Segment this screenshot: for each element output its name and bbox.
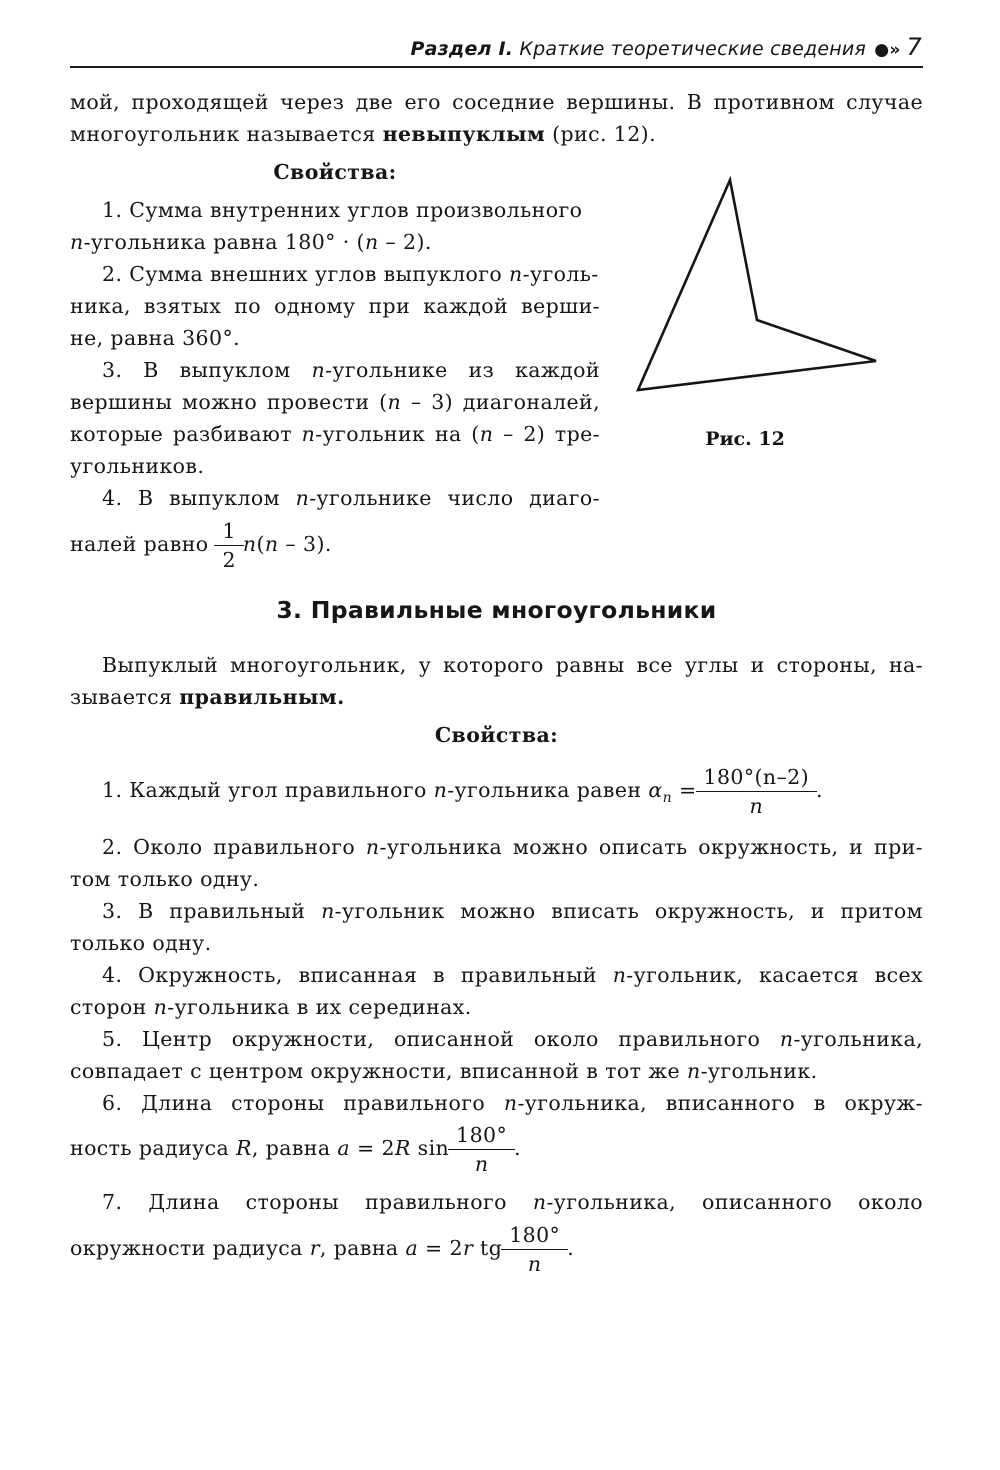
intro-line-1: мой, проходящей через две его соседние вершины. В противном случае: [70, 90, 923, 114]
page-number: 7: [906, 33, 922, 61]
prop1-3-line-3: которые разбивают n-угольник на (n – 2) тре-: [70, 422, 600, 446]
prop1-3-line-1: 3. В выпуклом n-угольнике из каждой: [102, 358, 600, 382]
header-section-title: Краткие теоретические сведения: [513, 38, 867, 60]
prop1-1-line-1: 1. Сумма внутренних углов произвольного: [102, 198, 583, 222]
prop1-2-line-3: не, равна 360°.: [70, 326, 241, 350]
prop2-5-line-1: 5. Центр окружности, описанной около правильного n-угольника,: [102, 1027, 923, 1051]
definition-line-1: Выпуклый многоугольник, у которого равны все углы и стороны, на-: [102, 653, 923, 677]
intro-line-2: многоугольник называется невыпуклым (рис. 12).: [70, 122, 656, 146]
prop1-2-line-1: 2. Сумма внешних углов выпуклого n-уголь-: [102, 262, 599, 286]
figure-12-caption: Рис. 12: [705, 428, 785, 450]
prop2-2-line-1: 2. Около правильного n-угольника можно описать окружность, и при-: [102, 835, 923, 859]
fraction-one-half: $\frac{1}{2}$: [218, 521, 239, 570]
term-regular: правильным.: [179, 685, 345, 709]
fraction-sin: $\frac{180^\circ}{n}$: [452, 1125, 511, 1174]
prop2-4-line-2: сторон n-угольника в их серединах.: [70, 995, 472, 1019]
prop2-2-line-2: том только одну.: [70, 867, 260, 891]
prop1-4-line-2: налей равно $\frac{1}{2}$ n(n – 3).: [70, 519, 332, 572]
prop1-2-line-2: ника, взятых по одному при каждой верши-: [70, 294, 600, 318]
prop2-6-line-1: 6. Длина стороны правильного n-угольника, вписанного в окруж-: [102, 1091, 923, 1115]
prop2-1-line: 1. Каждый угол правильного n-угольника равен $\alpha_n$ = $\frac{180^\circ(n-2)}{n}$ .: [102, 765, 823, 818]
figure-12-nonconvex-quadrilateral: [630, 170, 890, 410]
prop2-4-line-1: 4. Окружность, вписанная в правильный n-угольник, касается всех: [102, 963, 923, 987]
prop2-7-line-1: 7. Длина стороны правильного n-угольника, описанного около: [102, 1190, 923, 1214]
running-header: [70, 33, 922, 61]
properties-heading-1: Свойства:: [273, 160, 397, 184]
prop1-3-line-2: вершины можно провести (n – 3) диагоналей,: [70, 390, 600, 414]
prop2-5-line-2: совпадает с центром окружности, вписанной в тот же n-угольник.: [70, 1059, 818, 1083]
prop2-3-line-1: 3. В правильный n-угольник можно вписать окружность, и притом: [102, 899, 923, 923]
prop2-3-line-2: только одну.: [70, 931, 212, 955]
header-ornament: ●»: [874, 40, 901, 60]
properties-heading-2: Свойства:: [434, 723, 559, 747]
prop2-7-line-2: окружности радиуса r, равна a = 2r tg $\frac{180^\circ}{n}$ .: [70, 1223, 575, 1276]
header-rule: [70, 66, 923, 68]
section-title: 3. Правильные многоугольники: [276, 596, 717, 624]
definition-line-2: зывается правильным.: [70, 685, 345, 709]
header-section-label: Раздел I.: [410, 38, 514, 60]
prop1-1-line-2: n-угольника равна 180° · (n – 2).: [70, 230, 432, 254]
fraction-tg: $\frac{180^\circ}{n}$: [505, 1225, 564, 1274]
fraction-angle: $\frac{180^\circ(n-2)}{n}$: [700, 767, 813, 816]
prop1-4-line-1: 4. В выпуклом n-угольнике число диаго-: [102, 486, 600, 510]
prop1-3-line-4: угольников.: [70, 454, 205, 478]
term-nonconvex: невыпуклым: [382, 122, 546, 146]
prop2-6-line-2: ность радиуса R, равна a = 2R sin $\frac{180^\circ}{n}$ .: [70, 1123, 522, 1176]
